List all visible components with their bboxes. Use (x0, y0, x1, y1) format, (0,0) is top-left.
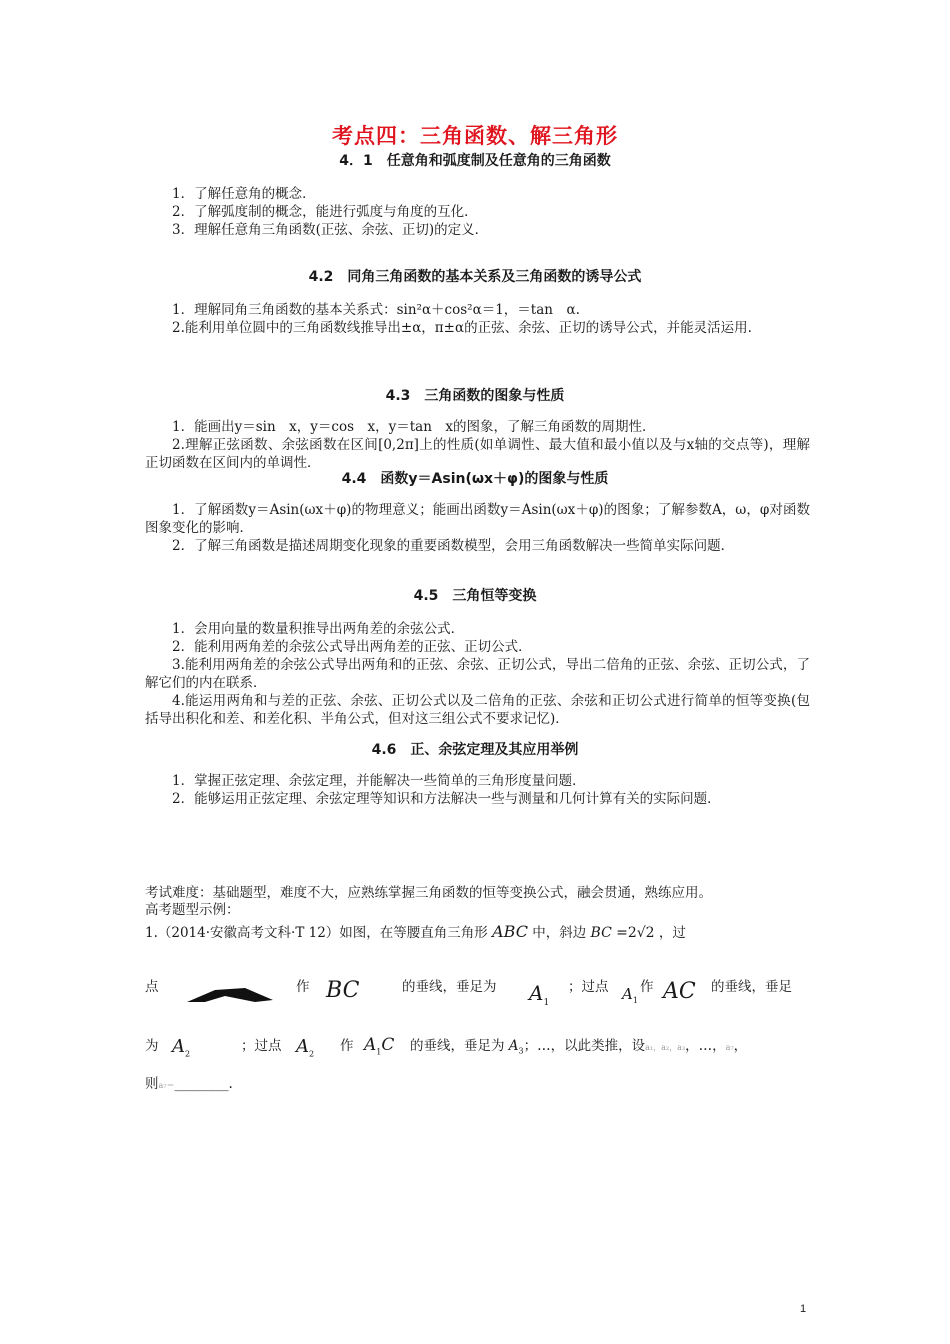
question-row-2 (145, 975, 159, 995)
question-text: ， (733, 1038, 748, 1054)
list-item: 2.理解正弦函数、余弦函数在区间[0,2π]上的性质(如单调性、最大值和最小值以及与x轴的交点等)，理解正切函数在区间内的单调性． (145, 437, 810, 471)
list-item: 1．理解同角三角函数的基本关系式：sin²α＋cos²α＝1，＝tan α. (172, 302, 580, 318)
section-heading-4-5: 4.5 三角恒等变换 (413, 588, 537, 604)
question-text: 作 (640, 979, 654, 995)
math-ac: AC (663, 979, 696, 1004)
math-a2: $A_2$ (172, 1036, 191, 1059)
math-bc-2: BC (326, 978, 360, 1003)
section-heading-4-6: 4.6 正、余弦定理及其应用举例 (371, 742, 579, 758)
question-text: 的垂线，垂足为 (402, 979, 497, 995)
list-item: 2.能利用单位圆中的三角函数线推导出±α，π±α的正弦、余弦、正切的诱导公式，并能灵活运用. (172, 320, 752, 336)
section-heading-4-2: 4.2 同角三角函数的基本关系及三角函数的诱导公式 (308, 269, 642, 285)
question-row-3c (340, 1034, 354, 1054)
list-item: 2．了解三角函数是描述周期变化现象的重要函数模型，会用三角函数解决一些简单实际问题． (172, 538, 735, 554)
math-a1c: $A_1C$ (364, 1035, 395, 1057)
list-item: 2．能够运用正弦定理、余弦定理等知识和方法解决一些与测量和几何计算有关的实际问题． (172, 791, 721, 807)
math-a1-b: $A_1$ (622, 985, 638, 1005)
question-text: 作 (296, 979, 310, 995)
question-text: ，…， (685, 1038, 726, 1054)
list-item: 2．能利用两角差的余弦公式导出两角差的正弦、正切公式． (172, 639, 532, 655)
question-row-2e (640, 975, 654, 995)
list-item: 3.能利用两角差的余弦公式导出两角和的正弦、余弦、正切公式，导出二倍角的正弦、余弦、正切公式，了解它们的内在联系． (145, 657, 810, 691)
question-row-2f (711, 975, 792, 995)
exam-difficulty: 考试难度：基础题型，难度不大，应熟练掌握三角函数的恒等变换公式，融会贯通，熟练应用。 (145, 885, 712, 901)
question-row-3b (241, 1034, 282, 1054)
page-title: 考点四：三角函数、解三角形 (332, 123, 618, 148)
question-text: ，过 (658, 925, 686, 941)
question-text: 1.（2014·安徽高考文科·T 12）如图，在等腰直角三角形 (145, 925, 488, 941)
answer-blank: ________. (174, 1076, 233, 1092)
question-row-2c (402, 975, 497, 995)
page-number: 1 (800, 1303, 807, 1315)
question-row-2b (296, 975, 310, 995)
question-text: ；过点 (568, 979, 609, 995)
question-row-4: 则a₇＝________. (145, 1076, 233, 1092)
question-text: 作 (340, 1038, 354, 1054)
list-item: 4.能运用两角和与差的正弦、余弦、正切公式以及二倍角的正弦、余弦和正切公式进行简单的恒等变换(包括导出积化和差、和差化积、半角公式，但对这三组公式不要求记忆)． (145, 693, 810, 727)
question-text: 的垂线，垂足为 (410, 1038, 505, 1054)
question-text: 点 (145, 979, 159, 995)
math-a1: $A_1$ (529, 981, 550, 1008)
section-heading-4-1: 4．1 任意角和弧度制及任意角的三角函数 (339, 153, 611, 169)
question-text: ；过点 (241, 1038, 282, 1054)
question-text: ；…，以此类推，设 (523, 1038, 646, 1054)
list-item: 1．会用向量的数量积推导出两角差的余弦公式． (172, 621, 465, 637)
question-row-3 (145, 1034, 159, 1054)
question-text: 中，斜边 (532, 925, 587, 941)
question-row-1 (145, 921, 686, 941)
vertex-a-image (185, 984, 275, 1004)
question-row-2d (568, 975, 609, 995)
math-a2-b: $A_2$ (296, 1036, 315, 1059)
list-item: 2．了解弧度制的概念，能进行弧度与角度的互化． (172, 204, 478, 220)
math-abc: ABC (492, 922, 528, 941)
math-a3: A (508, 1038, 519, 1054)
list-item: 1．掌握正弦定理、余弦定理，并能解决一些简单的三角形度量问题． (172, 773, 586, 789)
list-item: 3．理解任意角三角函数(正弦、余弦、正切)的定义． (172, 222, 489, 238)
list-item: 1．了解任意角的概念． (172, 186, 316, 202)
question-text: 的垂线，垂足 (711, 979, 792, 995)
list-item: 1．了解函数y＝Asin(ωx＋φ)的物理意义；能画出函数y＝Asin(ωx＋φ)的图象；了解参数A，ω，φ对函数图象变化的影响． (145, 502, 810, 536)
section-heading-4-3: 4.3 三角函数的图象与性质 (385, 388, 565, 404)
list-item: 1．能画出y＝sin x，y＝cos x，y＝tan x的图象，了解三角函数的周期性． (172, 419, 656, 435)
section-heading-4-4: 4.4 函数y＝Asin(ωx＋φ)的图象与性质 (341, 471, 609, 487)
question-text: 为 (145, 1038, 159, 1054)
example-label: 高考题型示例： (145, 902, 240, 918)
math-bc: BC (590, 925, 612, 941)
question-row-3d: 的垂线，垂足为 $A_3$；…，以此类推，设a₁，a₂，a₃，…，a₇， (410, 1038, 748, 1056)
math-eq: =2√2 (616, 925, 655, 941)
question-text: 则 (145, 1076, 159, 1092)
